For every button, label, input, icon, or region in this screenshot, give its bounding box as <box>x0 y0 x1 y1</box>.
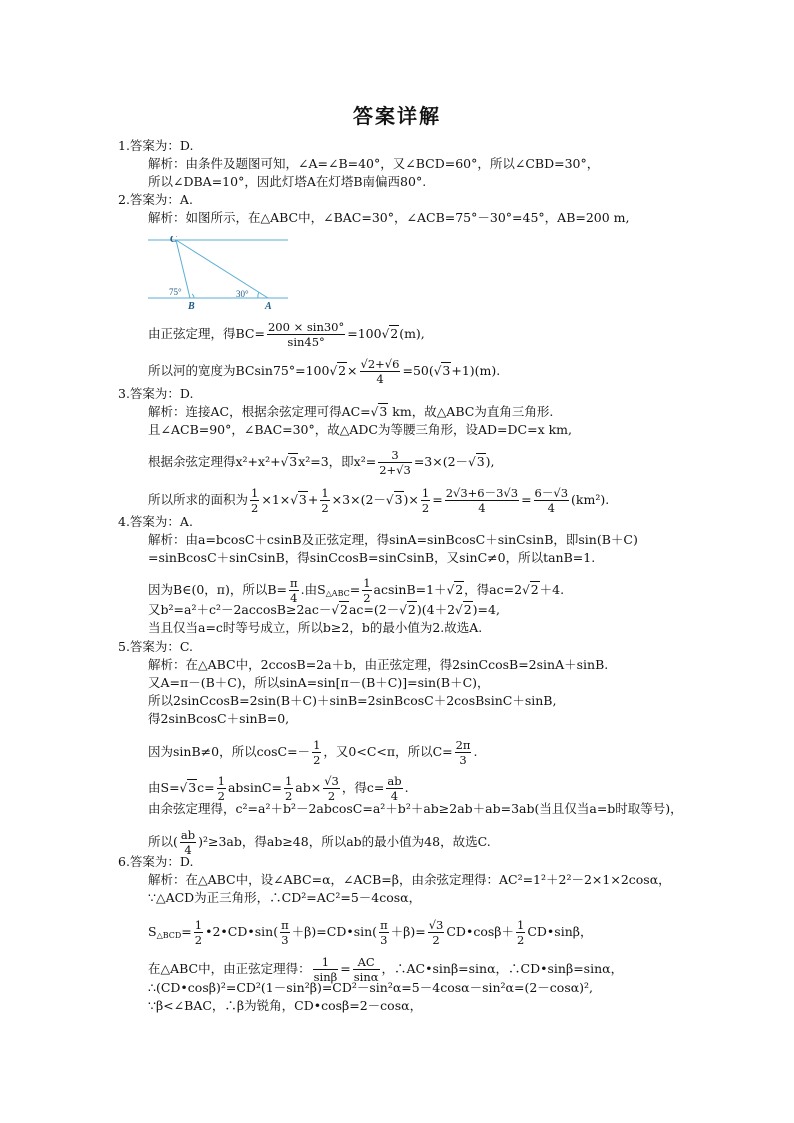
answer-5-line-2: 又A=π－(B＋C)，所以sinA=sin[π－(B＋C)]=sin(B＋C)， <box>148 675 490 690</box>
fraction: $\frac{\pi}{3}$ <box>380 918 388 947</box>
fraction: $\frac{AC}{\sin\alpha}$ <box>353 955 379 984</box>
answer-1-line-2: 所以∠DBA=10°，因此灯塔A在灯塔B南偏西80°. <box>148 174 427 189</box>
fraction: $\frac{\pi}{4}$ <box>290 576 298 605</box>
answer-2-line-2: 由正弦定理，得BC= $\frac{200 \times \sin 30^\circ}{\sin 45^\circ}$ =100√2(m), <box>148 320 425 349</box>
angle-b-label: 75° <box>169 287 182 297</box>
label-a: A <box>265 301 272 310</box>
angle-a-label: 30° <box>236 289 249 299</box>
fraction: $\frac{√3}{2}$ <box>428 918 444 947</box>
answer-4-line-1: 解析：由a=bcosC＋csinB及正弦定理，得sinA=sinBcosC＋sinCsinB，即sin(B＋C) <box>148 532 638 547</box>
answer-4-line-4: 又b²=a²＋c²－2accosB≥2ac－√2ac=(2－√2)(4＋2√2)=4, <box>148 602 500 617</box>
answer-3-line-2: 且∠ACB=90°，∠BAC=30°，故△ADC为等腰三角形，设AD=DC=x km, <box>148 422 572 437</box>
answer-1-line-1: 解析：由条件及题图可知，∠A=∠B=40°，又∠BCD=60°，所以∠CBD=30°， <box>148 156 600 171</box>
fraction: $\frac{1}{2}$ <box>313 738 321 767</box>
fraction: $\frac{6-√3}{4}$ <box>534 486 569 515</box>
answer-6-line-4: 在△ABC中，由正弦定理得： $\frac{1}{\sin\beta}$ = $\frac{AC}{\sin\alpha}$ ，∴AC•sinβ=sinα，∴CD•sinβ=sinα， <box>148 955 624 984</box>
fraction: $\frac{2√3+6-3√3}{4}$ <box>445 486 519 515</box>
answer-2-heading: 2.答案为：A. <box>118 192 193 207</box>
fraction: $\frac{1}{2}$ <box>251 486 259 515</box>
answer-4-heading: 4.答案为：A. <box>118 514 193 529</box>
answer-3-line-1: 解析：连接AC，根据余弦定理可得AC=√3 km，故△ABC为直角三角形. <box>148 404 554 419</box>
fraction: $\frac{1}{\sin\beta}$ <box>313 955 338 984</box>
answer-6-line-3: $S_{\triangle BCD}=$ $\frac{1}{2}$ •2•CD•sin( $\frac{\pi}{3}$ ＋β)=CD•sin( $\frac{\pi}{3}$ ＋β)= $\frac{√3}{2}$ CD•cosβ＋ $\frac{1}{2}$ CD•sinβ， <box>148 918 593 947</box>
fraction: $\frac{3}{2+√3}$ <box>379 448 411 477</box>
answer-5-line-1: 解析：在△ABC中，2ccosB=2a＋b，由正弦定理，得2sinCcosB=2sinA＋sinB. <box>148 657 609 672</box>
fraction: $\frac{√3}{2}$ <box>324 774 339 803</box>
fraction: $\frac{1}{2}$ <box>284 774 293 803</box>
segment-ca <box>176 240 268 298</box>
answer-6-heading: 6.答案为：D. <box>118 854 194 869</box>
answer-4-line-2: =sinBcosC＋sinCsinB，得sinCcosB=sinCsinB，又sinC≠0，所以tanB=1. <box>148 550 596 565</box>
answer-5-line-4: 得2sinBcosC＋sinB=0, <box>148 711 290 726</box>
fraction: $\frac{ab}{4}$ <box>387 774 402 803</box>
answer-4-line-3: 因为B∈(0，π)，所以B= $\frac{\pi}{4}$ .由$S_{\triangle ABC}=$ $\frac{1}{2}$ acsinB=1＋√2，得ac=2√2＋4. <box>148 576 565 605</box>
answer-2-line-1: 解析：如图所示，在△ABC中，∠BAC=30°，∠ACB=75°－30°=45°，AB=200 m, <box>148 210 630 225</box>
fraction: $\frac{\pi}{3}$ <box>281 918 289 947</box>
label-b: B <box>188 301 195 310</box>
fraction: $\frac{1}{2}$ <box>321 486 329 515</box>
fraction: $\frac{2\pi}{3}$ <box>455 738 471 767</box>
answer-5-line-5: 因为sinB≠0，所以cosC=－ $\frac{1}{2}$ ，又0<C<π，所以C= $\frac{2\pi}{3}$ . <box>148 738 478 767</box>
fraction: $\frac{1}{2}$ <box>517 918 525 947</box>
answer-6-line-6: ∵β<∠BAC，∴β为锐角，CD•cosβ=2－cosα， <box>148 998 423 1013</box>
label-c: C <box>170 236 177 245</box>
fraction: $\frac{ab}{4}$ <box>180 828 196 857</box>
answer-5-line-8: 所以( $\frac{ab}{4}$ )²≥3ab，得ab≥48，所以ab的最小值为48，故选C. <box>148 828 491 857</box>
fraction: $\frac{1}{2}$ <box>363 576 371 605</box>
answer-6-line-2: ∵△ACD为正三角形，∴CD²=AC²=5－4cosα， <box>148 890 422 905</box>
fraction: $\frac{1}{2}$ <box>194 918 203 947</box>
answer-6-line-5: ∴(CD•cosβ)²=CD²(1－sin²β)=CD²－sin²α=5－4cosα－sin²α=(2－cosα)², <box>148 980 594 995</box>
river-triangle-figure <box>148 236 292 310</box>
answer-1-heading: 1.答案为：D. <box>118 138 194 153</box>
answer-3-line-3: 根据余弦定理得x²+x²+√3x²=3，即x²= $\frac{3}{2+√3}$ =3×(2－√3), <box>148 448 495 477</box>
answer-4-line-5: 当且仅当a=c时等号成立，所以b≥2，b的最小值为2.故选A. <box>148 620 483 635</box>
answer-3-heading: 3.答案为：D. <box>118 386 194 401</box>
answer-5-line-7: 由余弦定理得，c²=a²＋b²－2abcosC=a²＋b²＋ab≥2ab＋ab=3ab(当且仅当a=b时取等号)， <box>148 801 683 816</box>
answer-3-line-4: 所以所求的面积为 $\frac{1}{2}$ ×1×√3+ $\frac{1}{2}$ ×3×(2－√3)× $\frac{1}{2}$ = $\frac{2√3+6-3√3}{4}$ = $\frac{6-√3}{4}$ (km²). <box>148 486 610 515</box>
answer-5-heading: 5.答案为：C. <box>118 639 194 654</box>
fraction: $\frac{1}{2}$ <box>421 486 430 515</box>
answer-6-line-1: 解析：在△ABC中，设∠ABC=α，∠ACB=β，由余弦定理得：AC²=1²＋2²－2×1×2cosα， <box>148 872 671 887</box>
fraction: $\frac{√2+√6}{4}$ <box>360 357 400 386</box>
answer-5-line-3: 所以2sinCcosB=2sin(B＋C)＋sinB=2sinBcosC＋2cosBsinC＋sinB, <box>148 693 557 708</box>
answer-2-line-3: 所以河的宽度为BCsin75°=100√2× $\frac{√2+√6}{4}$ =50(√3+1)(m). <box>148 357 501 386</box>
page-title: 答案详解 <box>353 104 441 128</box>
answer-5-line-6: 由S=√3c= $\frac{1}{2}$ absinC= $\frac{1}{2}$ ab× $\frac{√3}{2}$ ，得c= $\frac{ab}{4}$ . <box>148 774 409 803</box>
fraction: $\frac{1}{2}$ <box>217 774 225 803</box>
fraction: $\frac{200 \times \sin 30^\circ}{\sin 45^\circ}$ <box>267 320 345 349</box>
